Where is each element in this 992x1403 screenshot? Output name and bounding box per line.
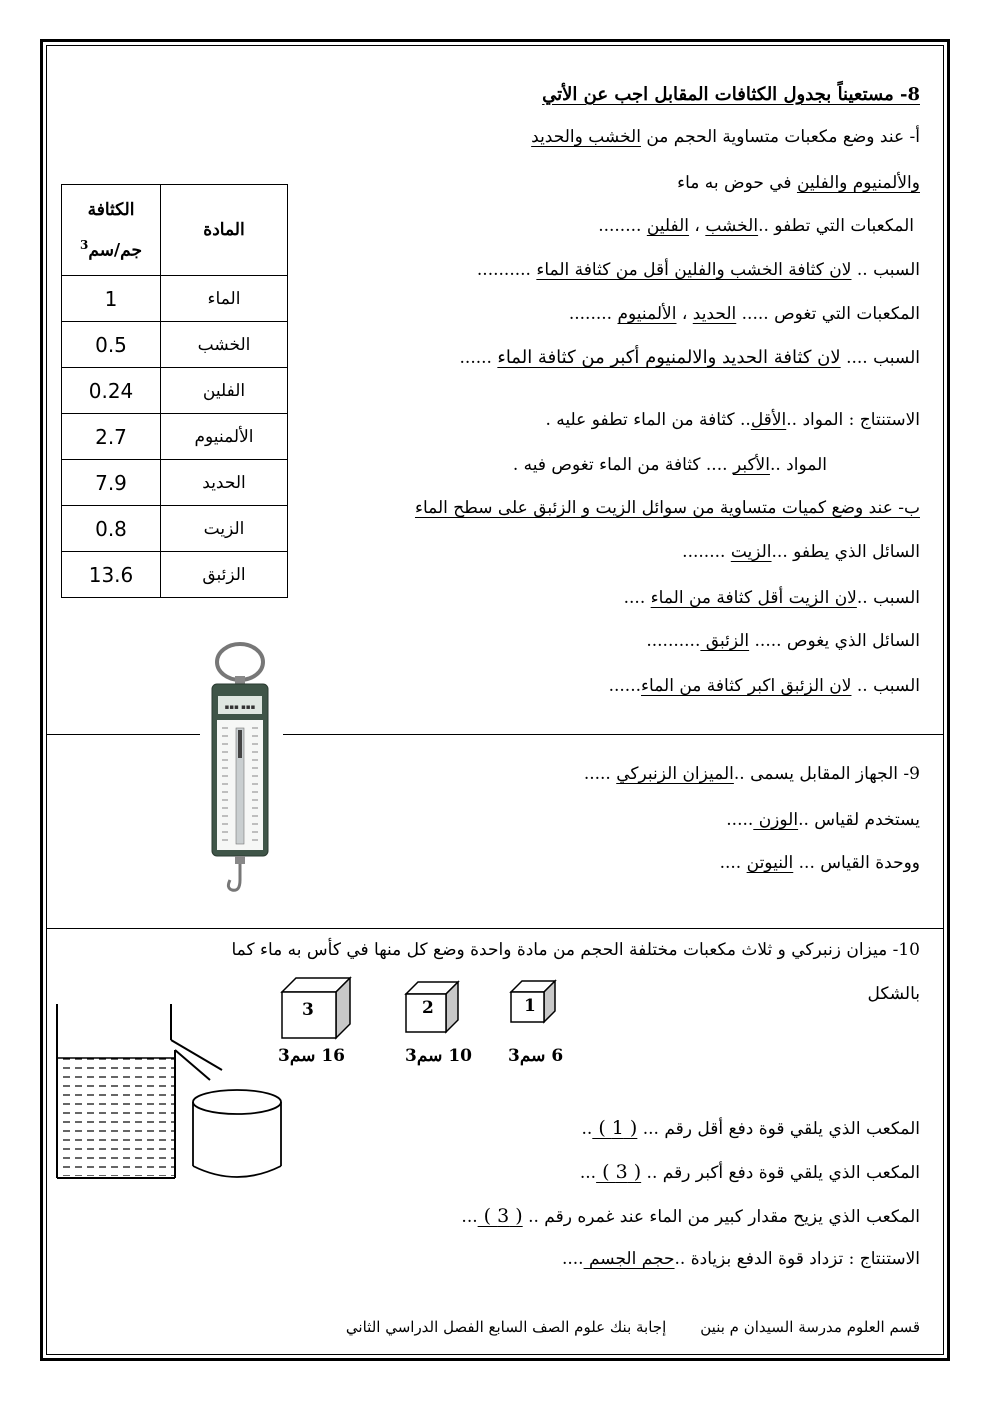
density-cell: 2.7 (62, 414, 161, 460)
cube-3-volume: 16 سم3 (278, 1046, 345, 1066)
table-row (62, 552, 288, 598)
q8-title: 8- مستعيناً بجدول الكثافات المقابل اجب عن الأتي (542, 84, 920, 105)
table-row (62, 506, 288, 552)
q10-conclusion: الاستنتاج : تزداد قوة الدفع بزيادة ..حجم الجسم .... (561, 1249, 920, 1269)
q8-b-line: ب- عند وضع كميات متساوية من سوائل الزيت و الزئبق على سطح الماء (414, 498, 920, 518)
material-cell: الفلين (161, 368, 288, 414)
footer-title: إجابة بنك علوم الصف السابع الفصل الدراسي الثاني (345, 1318, 667, 1336)
table-row (62, 276, 288, 322)
table-row (62, 368, 288, 414)
density-cell: 13.6 (62, 552, 161, 598)
density-cell: 0.8 (62, 506, 161, 552)
q8-a-line1: أ- عند وضع مكعبات متساوية الحجم من الخشب والحديد (531, 127, 920, 147)
cube-3 (282, 978, 350, 1038)
material-cell: الزيت (161, 506, 288, 552)
section-divider (47, 928, 944, 929)
page-footer (346, 1318, 920, 1336)
q9-line1: 9- الجهاز المقابل يسمى ..الميزان الزنبركي ..... (583, 764, 920, 784)
cube-1-number: 1 (524, 996, 536, 1016)
density-cell: 1 (62, 276, 161, 322)
footer-department: قسم العلوم مدرسة السيدان م بنين (700, 1318, 920, 1336)
q9-line2: يستخدم لقياس ..الوزن ..... (726, 810, 920, 830)
q10-line2: بالشكل (867, 984, 920, 1004)
header-density-unit: جم/سم$^3$ (80, 237, 142, 261)
header-material: المادة (161, 185, 288, 276)
q8-a-line2: والألمنيوم والفلين في حوض به ماء (677, 173, 920, 193)
q10-most-buoyancy: المكعب الذي يلقي قوة دفع أكبر رقم .. ( 3 ) ... (579, 1161, 920, 1183)
q10-least-buoyancy: المكعب الذي يلقي قوة دفع أقل رقم ... ( 1 ) .. (581, 1117, 920, 1139)
svg-text:▪▪▪ ▪▪▪: ▪▪▪ ▪▪▪ (224, 703, 256, 711)
q8-sink-line: المكعبات التي تغوص ..... الحديد ، الألمنيوم ........ (568, 304, 920, 324)
header-density (62, 185, 161, 276)
density-table-header (62, 185, 288, 276)
table-row (62, 460, 288, 506)
spring-scale-image (200, 640, 280, 900)
overflow-can-figure (50, 1000, 290, 1190)
table-row (62, 322, 288, 368)
q10-line1: 10- ميزان زنبركي و ثلاث مكعبات مختلفة الحجم من مادة واحدة وضع كل منها في كأس به ماء كما (231, 940, 920, 960)
section-divider (47, 734, 200, 735)
material-cell: الزئبق (161, 552, 288, 598)
q8-float-line: المكعبات التي تطفو ..الخشب ، الفلين ........ (598, 216, 914, 236)
material-cell: الحديد (161, 460, 288, 506)
cube-2-volume: 10 سم3 (405, 1046, 472, 1066)
density-table (61, 184, 288, 598)
material-cell: الألمنيوم (161, 414, 288, 460)
q8-reason1: السبب .. لان كثافة الخشب والفلين أقل من كثافة الماء .......... (476, 260, 920, 280)
q10-most-displacement: المكعب الذي يزيح مقدار كبير من الماء عند غمره رقم .. ( 3 ) ... (461, 1205, 920, 1227)
table-row (62, 414, 288, 460)
density-cell: 0.5 (62, 322, 161, 368)
q8-liquid-float: السائل الذي يطفو ...الزيت ........ (682, 542, 920, 562)
cube-3-number: 3 (302, 1000, 314, 1020)
header-density-label: الكثافة (87, 199, 135, 220)
q8-reason3: السبب ..لان الزيت أقل كثافة من الماء .... (623, 588, 920, 608)
density-cell: 0.24 (62, 368, 161, 414)
material-cell: الماء (161, 276, 288, 322)
q8-conclusion2: المواد ..الأكبر .... كثافة من الماء تغوص فيه . (512, 455, 827, 475)
q8-reason2: السبب .... لان كثافة الحديد والالمنيوم أكبر من كثافة الماء ...... (459, 347, 920, 368)
section-divider (283, 734, 944, 735)
q8-conclusion1: الاستنتاج : المواد ..الأقل.. كثافة من الماء تطفو عليه . (545, 410, 920, 430)
material-cell: الخشب (161, 322, 288, 368)
cube-1-volume: 6 سم3 (508, 1046, 564, 1066)
q9-line3: ووحدة القياس ... النيوتن .... (719, 853, 920, 873)
q8-reason4: السبب .. لان الزئبق اكبر كثافة من الماء...... (608, 676, 920, 696)
cube-2-number: 2 (422, 998, 434, 1018)
q8-liquid-sink: السائل الذي يغوص ..... الزئبق .......... (646, 631, 920, 651)
density-cell: 7.9 (62, 460, 161, 506)
